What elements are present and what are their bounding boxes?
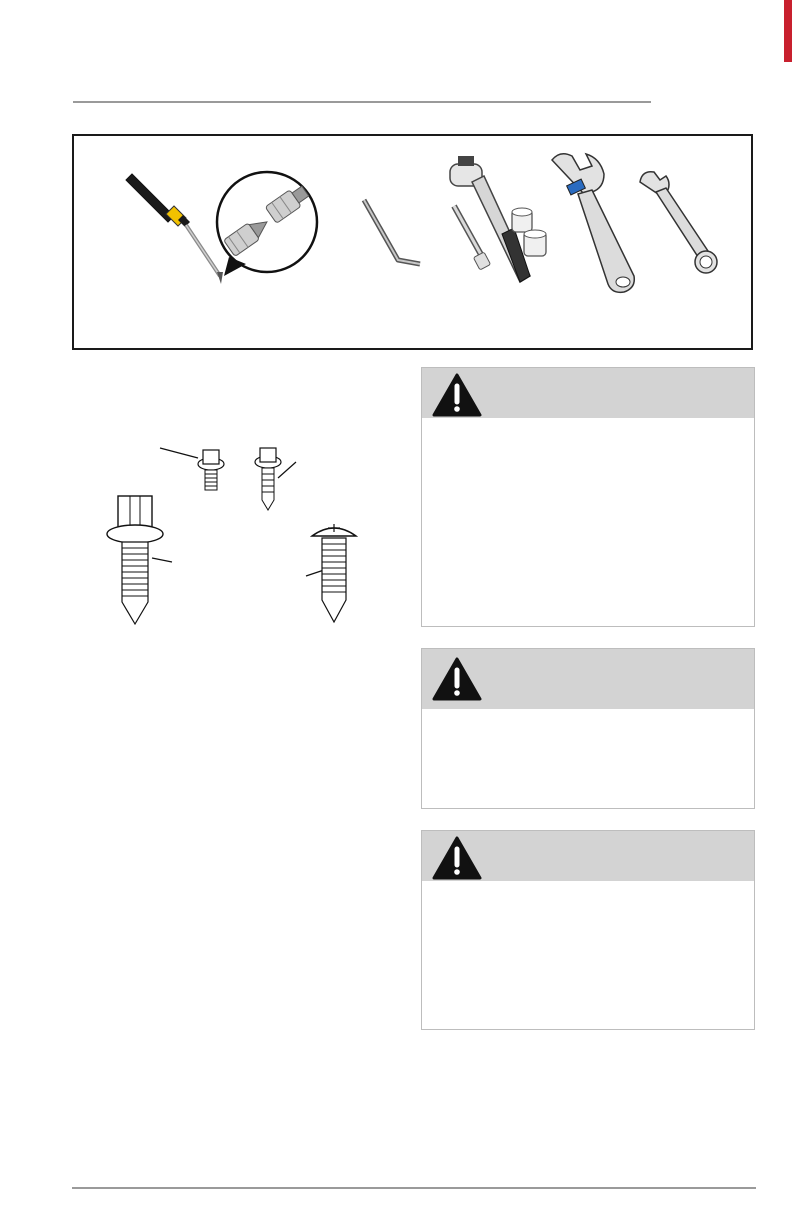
warning-box-1 — [421, 367, 755, 627]
warning-header — [422, 368, 754, 418]
warning-triangle-icon — [432, 373, 482, 417]
warning-box-3 — [421, 830, 755, 1030]
warning-triangle-icon — [432, 657, 482, 701]
large-hex-bolt-icon — [107, 496, 172, 624]
warning-box-2 — [421, 648, 755, 809]
warning-header — [422, 831, 754, 881]
small-hex-screw-icon — [255, 448, 296, 510]
driver-bits-icon — [217, 172, 317, 276]
adjustable-wrench-icon — [552, 154, 634, 293]
tools-needed-box — [72, 134, 753, 350]
phillips-pan-head-screw-icon — [306, 524, 356, 622]
socket-extension-icon — [454, 206, 491, 270]
phillips-screwdriver-icon — [126, 174, 223, 284]
small-hex-washer-head-screw-icon — [160, 448, 224, 490]
hex-key-icon — [364, 200, 420, 264]
page-edge-tab — [784, 0, 792, 62]
header-rule — [73, 101, 651, 103]
combination-wrench-icon — [640, 172, 717, 273]
warning-triangle-icon — [432, 836, 482, 880]
hardware-illustration — [72, 430, 392, 630]
warning-header — [422, 649, 754, 709]
footer-rule — [72, 1187, 756, 1189]
tools-illustration — [74, 136, 752, 348]
